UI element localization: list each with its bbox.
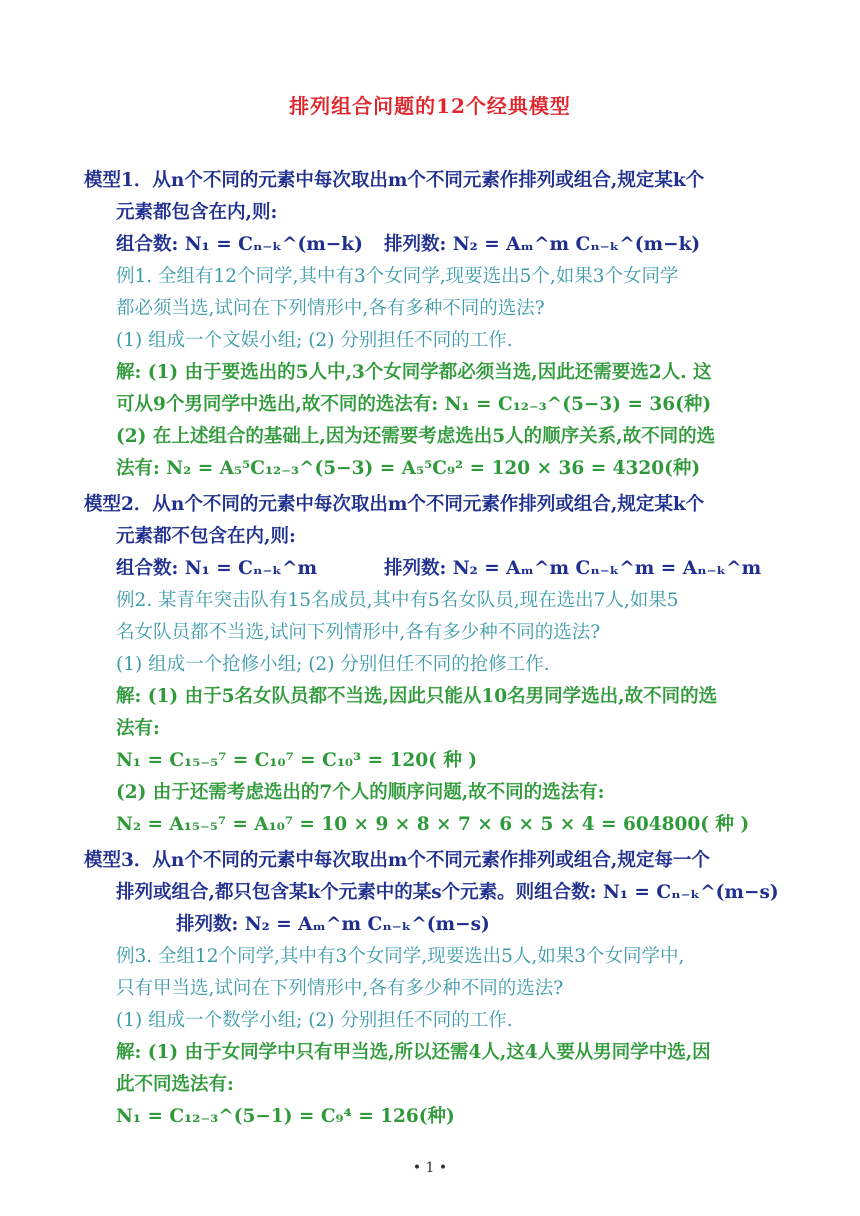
model1-solution-line4: 法有: N₂ = A₅⁵C₁₂₋₃^(5−3) = A₅⁵C₉² = 120 × 36 = 4320(种) <box>116 458 701 479</box>
page-title: 排列组合问题的12个经典模型 <box>289 94 571 118</box>
model1-example-line2: 都必须当选,试问在下列情形中,各有多种不同的选法? <box>116 298 545 319</box>
model2-example-line2: 名女队员都不当选,试问下列情形中,各有多少种不同的选法? <box>116 622 601 643</box>
model1-heading-line1: 模型1．从n个不同的元素中每次取出m个不同元素作排列或组合,规定某k个 <box>84 170 705 191</box>
model2-formula-permutation: 排列数: N₂ = Aₘ^m Cₙ₋ₖ^m = Aₙ₋ₖ^m <box>384 558 762 579</box>
page-number: • 1 • <box>412 1160 448 1176</box>
model2-example-line1: 例2. 某青年突击队有15名成员,其中有5名女队员,现在选出7人,如果5 <box>116 590 679 611</box>
model1-solution-line1: 解: (1) 由于要选出的5人中,3个女同学都必须当选,因此还需要选2人. 这 <box>116 362 712 383</box>
model3-solution-line3: N₁ = C₁₂₋₃^(5−1) = C₉⁴ = 126(种) <box>116 1106 455 1127</box>
model1-solution-line3: (2) 在上述组合的基础上,因为还需要考虑选出5人的顺序关系,故不同的选 <box>116 426 716 447</box>
model1-formula-combination: 组合数: N₁ = Cₙ₋ₖ^(m−k) <box>116 234 363 255</box>
model2-solution-line5: N₂ = A₁₅₋₅⁷ = A₁₀⁷ = 10 × 9 × 8 × 7 × 6 × 5 × 4 = 604800( 种 ) <box>116 814 750 835</box>
model2-example-line3: (1) 组成一个抢修小组; (2) 分别但任不同的抢修工作. <box>116 654 550 675</box>
model2-solution-line3: N₁ = C₁₅₋₅⁷ = C₁₀⁷ = C₁₀³ = 120( 种 ) <box>116 750 478 771</box>
model2-heading-line2: 元素都不包含在内,则: <box>116 526 296 547</box>
model3-heading-line2: 排列或组合,都只包含某k个元素中的某s个元素。则组合数: N₁ = Cₙ₋ₖ^(m−s) <box>116 882 779 903</box>
model3-solution-line1: 解: (1) 由于女同学中只有甲当选,所以还需4人,这4人要从男同学中选,因 <box>116 1042 711 1063</box>
model1-example-line3: (1) 组成一个文娱小组; (2) 分别担任不同的工作. <box>116 330 513 351</box>
model2-solution-line4: (2) 由于还需考虑选出的7个人的顺序问题,故不同的选法有: <box>116 782 605 803</box>
model2-heading-line1: 模型2．从n个不同的元素中每次取出m个不同元素作排列或组合,规定某k个 <box>84 494 705 515</box>
model3-formula-permutation: 排列数: N₂ = Aₘ^m Cₙ₋ₖ^(m−s) <box>176 914 490 935</box>
model1-formula-permutation: 排列数: N₂ = Aₘ^m Cₙ₋ₖ^(m−k) <box>384 234 701 255</box>
model3-example-line1: 例3. 全组12个同学,其中有3个女同学,现要选出5人,如果3个女同学中, <box>116 946 685 967</box>
model3-solution-line2: 此不同选法有: <box>116 1074 234 1095</box>
model2-formula-combination: 组合数: N₁ = Cₙ₋ₖ^m <box>116 558 318 579</box>
model2-solution-line1: 解: (1) 由于5名女队员都不当选,因此只能从10名男同学选出,故不同的选 <box>116 686 718 707</box>
model1-heading-line2: 元素都包含在内,则: <box>116 202 278 223</box>
model1-solution-line2: 可从9个男同学中选出,故不同的选法有: N₁ = C₁₂₋₃^(5−3) = 36(种) <box>116 394 712 415</box>
model2-solution-line2: 法有: <box>116 718 160 739</box>
model3-example-line2: 只有甲当选,试问在下列情形中,各有多少种不同的选法? <box>116 978 564 999</box>
model3-example-line3: (1) 组成一个数学小组; (2) 分别担任不同的工作. <box>116 1010 513 1031</box>
model3-heading-line1: 模型3．从n个不同的元素中每次取出m个不同元素作排列或组合,规定每一个 <box>84 850 710 871</box>
model1-example-line1: 例1. 全组有12个同学,其中有3个女同学,现要选出5个,如果3个女同学 <box>116 266 679 287</box>
